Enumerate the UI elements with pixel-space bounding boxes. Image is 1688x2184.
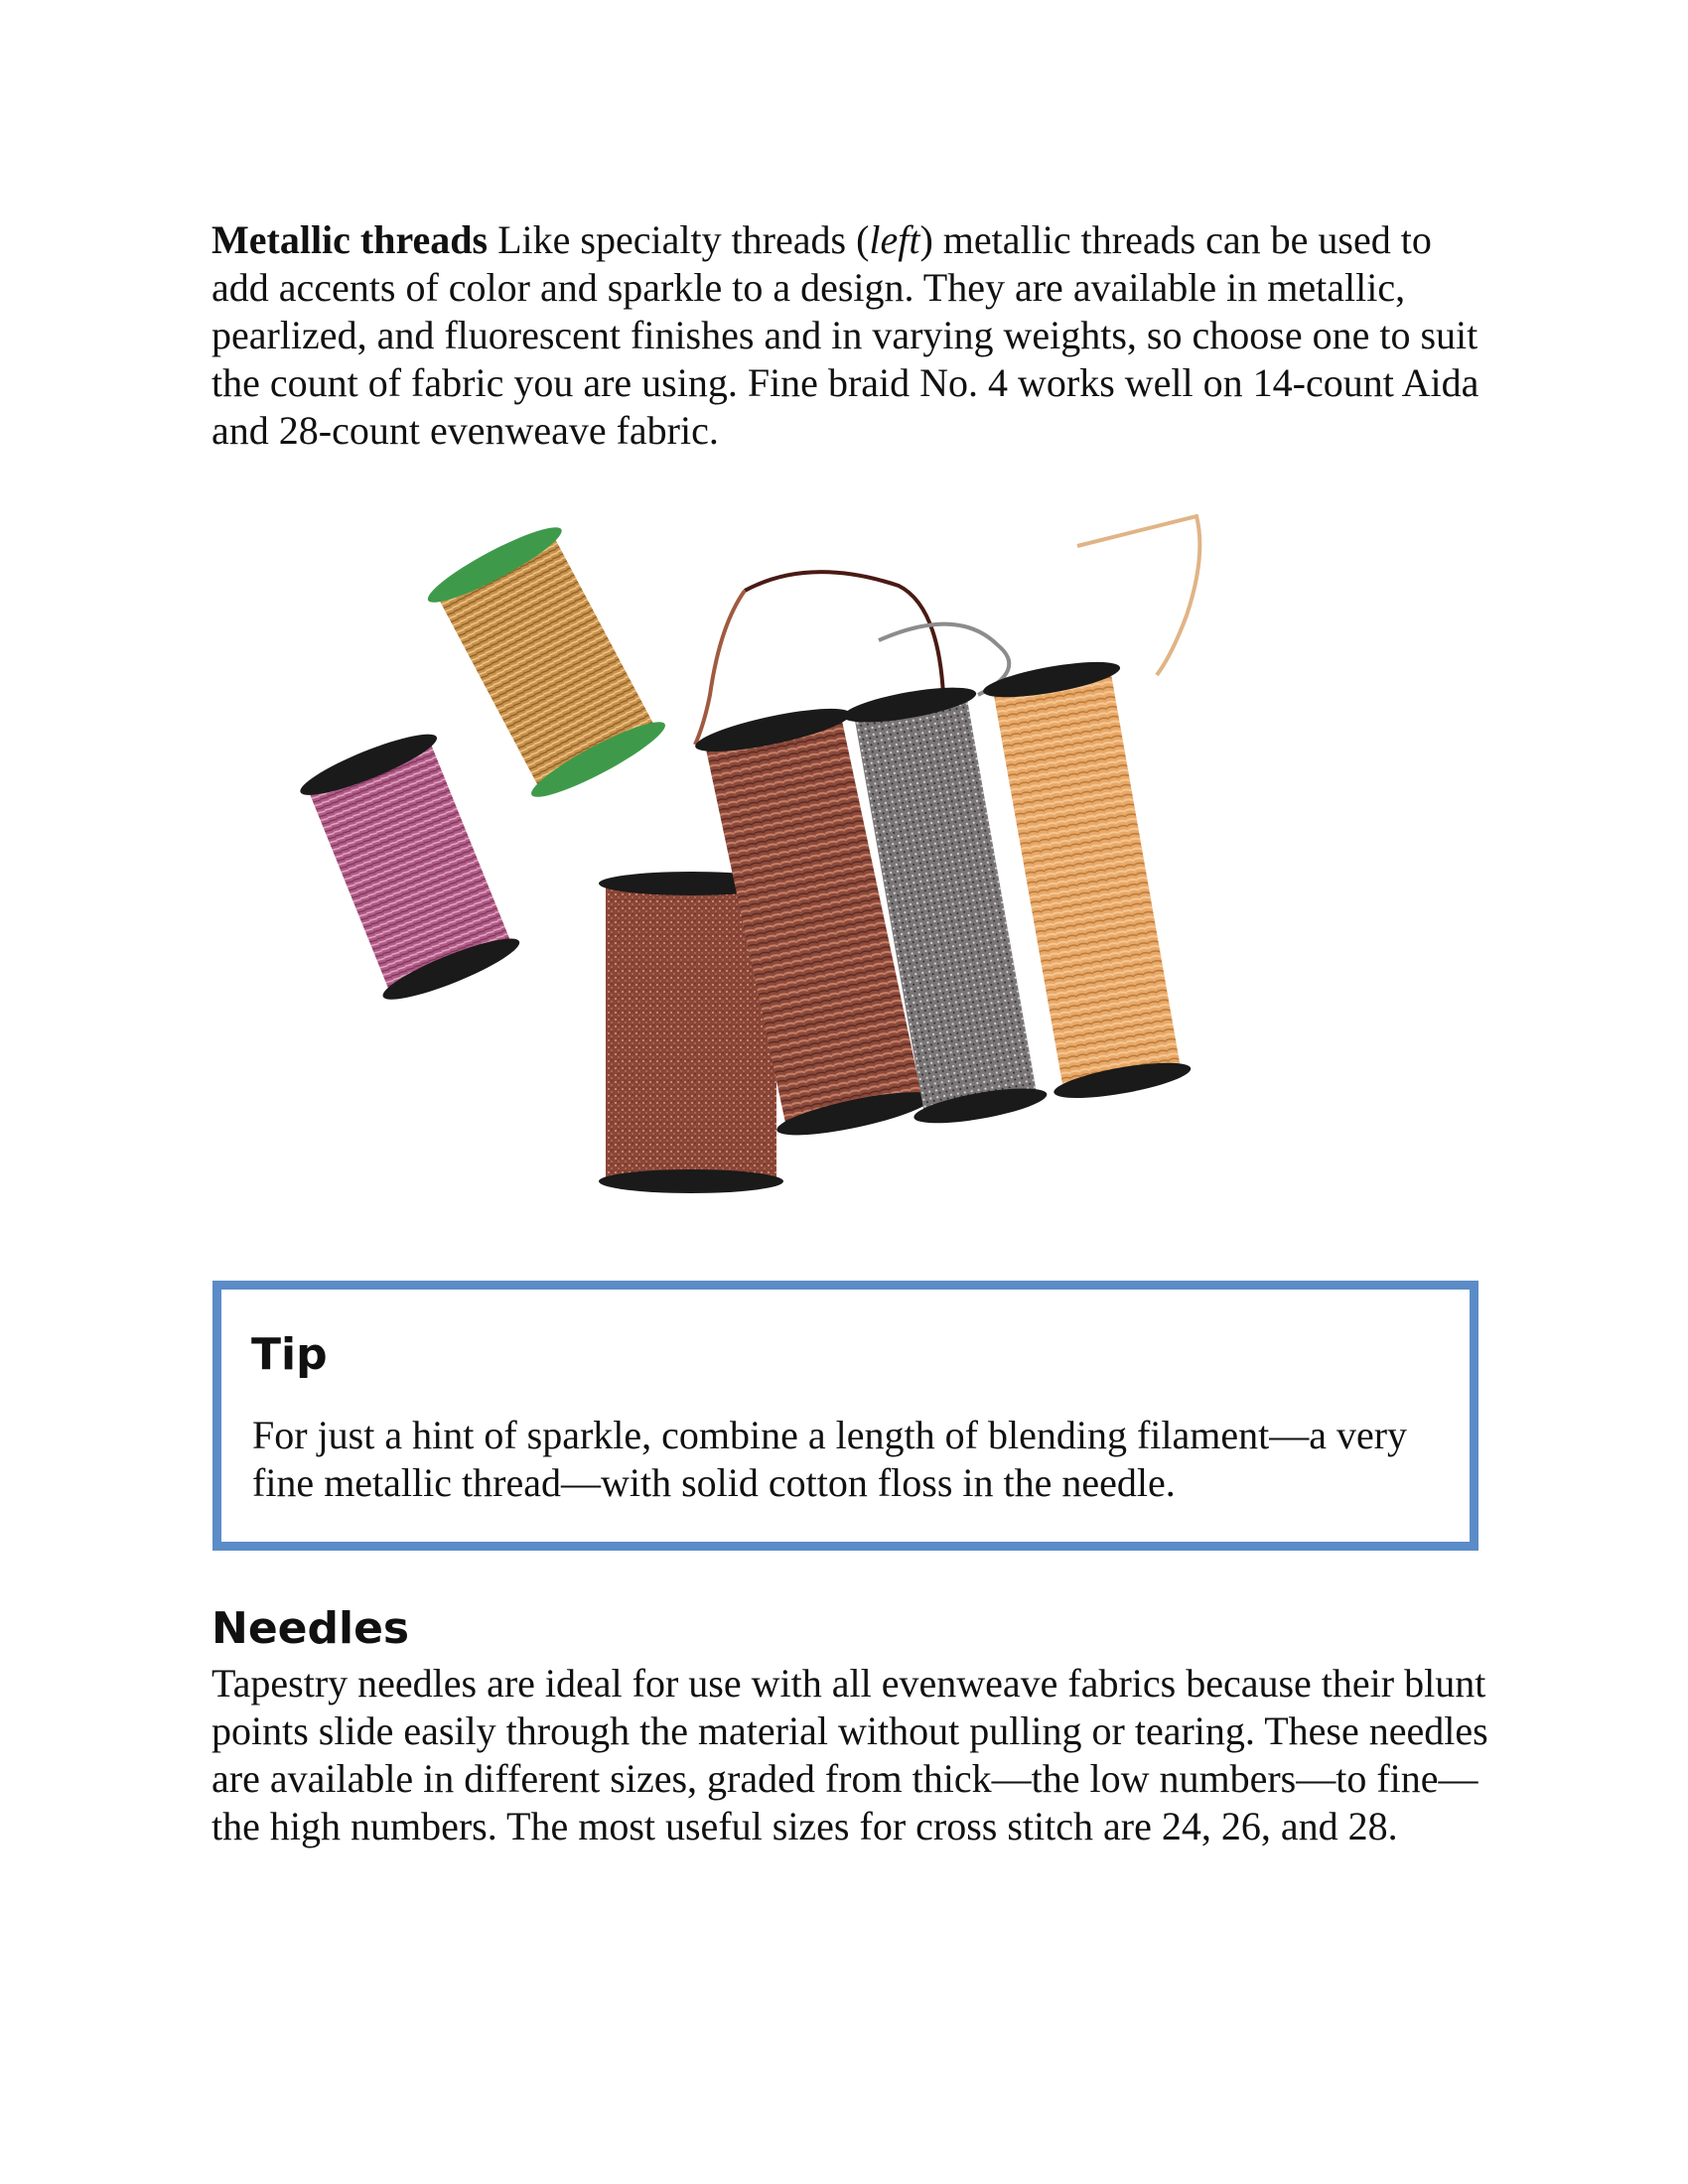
intro-heading: Metallic threads <box>211 217 489 262</box>
needles-heading: Needles <box>211 1603 410 1654</box>
rust-thread-strand <box>695 591 745 745</box>
tip-title: Tip <box>251 1329 328 1380</box>
tip-text: For just a hint of sparkle, combine a length of blending filament—a very fine metallic thread—with solid cotton floss in the needle. <box>252 1413 1408 1505</box>
intro-italic: left <box>869 217 920 262</box>
intro-paragraph <box>211 216 1482 455</box>
pink-spool <box>295 725 524 1010</box>
metallic-thread-spools-photo <box>204 496 1484 1231</box>
dark-thread-strand <box>745 572 943 695</box>
intro-text-2: ) metallic threads can be used to add accents of color and sparkle to a design. They are available in metallic, pearlized, and fluorescent finishes and in varying weights, so choose one to suit the count of fabric you are using. Fine braid No. 4 works well on 14-count Aida and 28-count evenweave fabric. <box>211 217 1479 453</box>
peach-thread-strand <box>1077 516 1199 675</box>
intro-text-1: Like specialty threads ( <box>488 217 870 262</box>
needles-paragraph: Tapestry needles are ideal for use with all evenweave fabrics because their blunt points slide easily through the material without pulling or tearing. These needles are available in different sizes, graded from thick—the low numbers—to fine—the high numbers. The most useful sizes for cross stitch are 24, 26, and 28. <box>211 1661 1488 1848</box>
gold-spool <box>422 517 672 807</box>
tip-box <box>212 1281 1478 1551</box>
